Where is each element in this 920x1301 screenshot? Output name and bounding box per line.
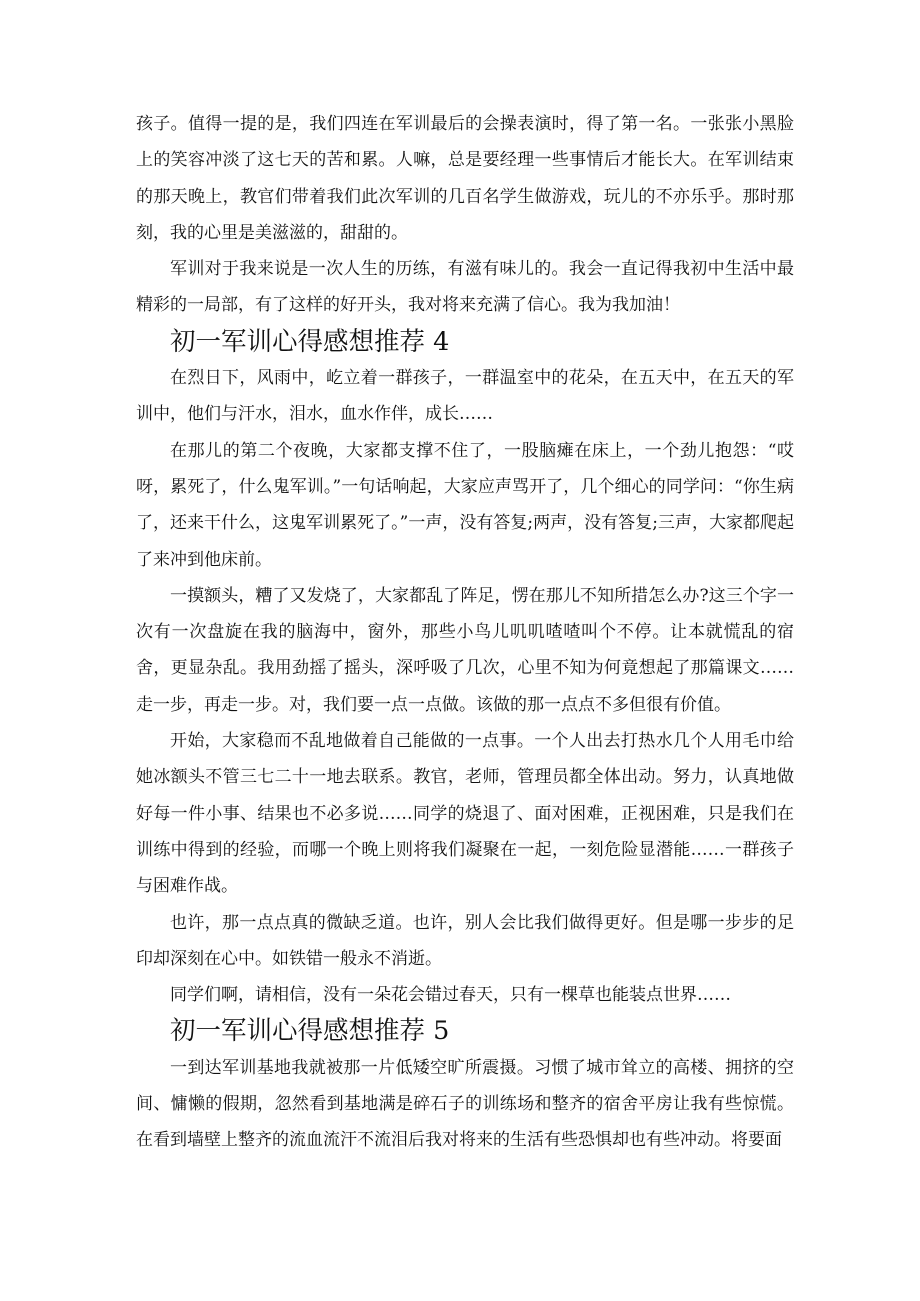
paragraph: 在烈日下，风雨中，屹立着一群孩子，一群温室中的花朵，在五天中，在五天的军训中，他们与汗水，泪水，血水作伴，成长…… — [136, 368, 794, 425]
document-page — [136, 106, 794, 1159]
paragraph: 在那儿的第二个夜晚，大家都支撑不住了，一股脑瘫在床上，一个劲儿抱怨：“哎呀，累死了，什么鬼军训。”一句话响起，大家应声骂开了，几个细心的同学问：“你生病了，还来干什么，这鬼军训累死了。”一声，没有答复;两声，没有答复;三声，大家都爬起了来冲到他床前。 — [136, 440, 794, 570]
section-heading: 初一军训心得感想推荐 4 — [170, 326, 450, 357]
paragraph: 孩子。值得一提的是，我们四连在军训最后的会操表演时，得了第一名。一张张小黑脸上的笑容冲淡了这七天的苦和累。人嘛，总是要经理一些事情后才能长大。在军训结束的那天晚上，教官们带着我们此次军训的几百名学生做游戏，玩儿的不亦乐乎。那时那刻，我的心里是美滋滋的，甜甜的。 — [136, 114, 794, 243]
paragraph: 同学们啊，请相信，没有一朵花会错过春天，只有一棵草也能装点世界…… — [170, 985, 731, 1006]
paragraph: 也许，那一点点真的微缺乏道。也许，别人会比我们做得更好。但是哪一步步的足印却深刻在心中。如铁错一般永不消逝。 — [136, 912, 794, 969]
paragraph: 一到达军训基地我就被那一片低矮空旷所震摄。习惯了城市耸立的高楼、拥挤的空间、慵懒的假期，忽然看到基地满是碎石子的训练场和整齐的宿舍平房让我有些惊慌。在看到墙壁上整齐的流血流汗不流泪后我对将来的生活有些恐惧却也有些冲动。将要面 — [136, 1057, 794, 1151]
paragraph: 开始，大家稳而不乱地做着自己能做的一点事。一个人出去打热水几个人用毛巾给她冰额头不管三七二十一地去联系。教官，老师，管理员都全体出动。努力，认真地做好每一件小事、结果也不必多说……同学的烧退了、面对困难，正视困难，只是我们在训练中得到的经验，而哪一个晚上则将我们凝聚在一起，一刻危险显潜能……一群孩子与困难作战。 — [136, 731, 794, 897]
paragraph: 一摸额头，糟了又发烧了，大家都乱了阵足，愣在那儿不知所措怎么办?这三个字一次有一次盘旋在我的脑海中，窗外，那些小鸟儿叽叽喳喳叫个不停。让本就慌乱的宿舍，更显杂乱。我用劲摇了摇头，深呼吸了几次，心里不知为何竟想起了那篇课文……走一步，再走一步。对，我们要一点一点做。该做的那一点点不多但很有价值。 — [136, 585, 794, 715]
section-heading: 初一军训心得感想推荐 5 — [170, 1016, 450, 1047]
paragraph: 军训对于我来说是一次人生的历练，有滋有味儿的。我会一直记得我初中生活中最精彩的一局部，有了这样的好开头，我对将来充满了信心。我为我加油！ — [136, 259, 794, 316]
